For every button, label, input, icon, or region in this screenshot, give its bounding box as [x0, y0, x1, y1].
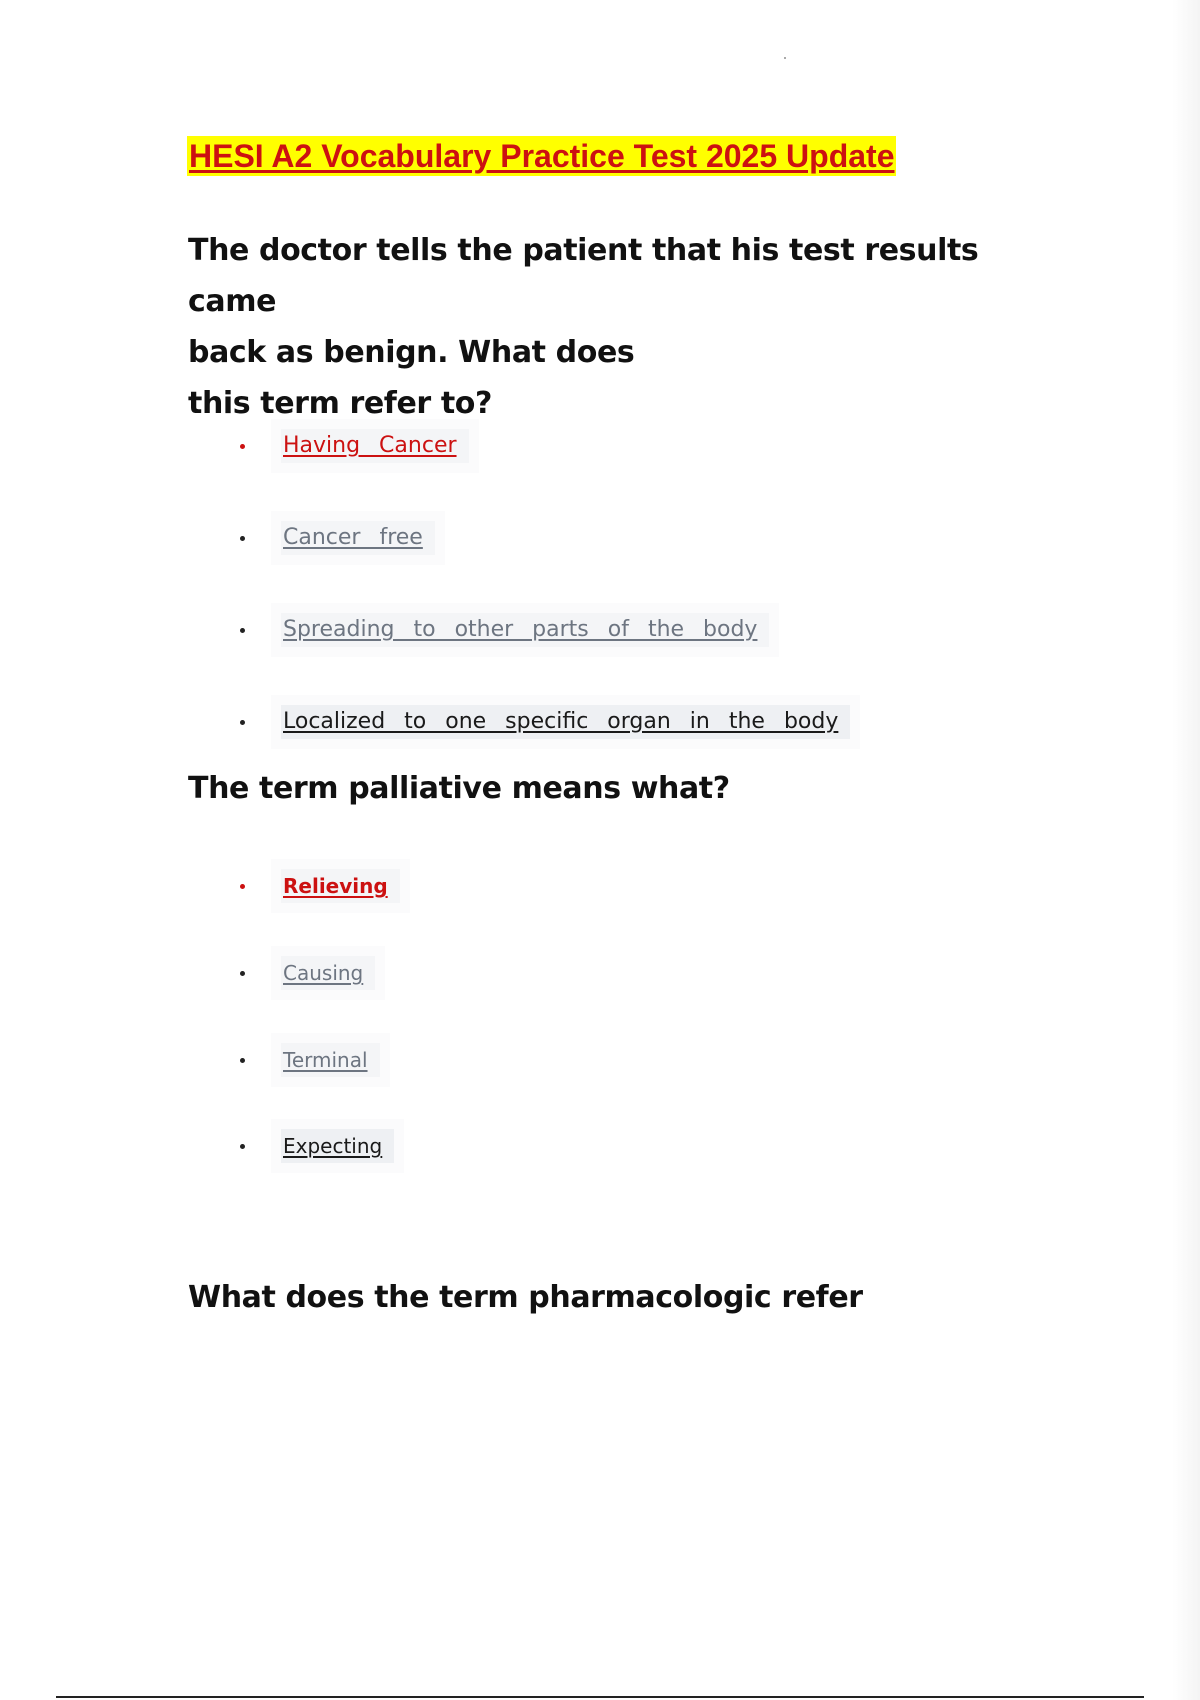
answer-option-label: Cancer free — [281, 521, 435, 555]
bullet-icon — [240, 1144, 245, 1149]
bullet-icon — [240, 536, 245, 541]
bullet-icon — [240, 444, 245, 449]
scan-speck — [784, 57, 786, 59]
bullet-icon — [240, 1058, 245, 1063]
page-bottom-rule — [56, 1696, 1144, 1698]
answer-option-label: Expecting — [281, 1129, 394, 1163]
question-1-line-2: back as benign. What does — [188, 335, 635, 370]
bullet-icon — [240, 884, 245, 889]
answer-option — [240, 426, 469, 466]
answer-option — [240, 610, 769, 650]
answer-option — [240, 953, 375, 993]
answer-option-label: Relieving — [281, 869, 400, 903]
question-1-text — [188, 225, 1038, 429]
page-edge-shade — [1172, 0, 1200, 1700]
question-3-text: What does the term pharmacologic refer — [188, 1280, 863, 1315]
bullet-icon — [240, 628, 245, 633]
question-2-text: The term palliative means what? — [188, 771, 730, 806]
answer-option — [240, 702, 850, 742]
answer-option-label: Terminal — [281, 1043, 380, 1077]
answer-option-label: Causing — [281, 956, 375, 990]
bullet-icon — [240, 971, 245, 976]
answer-option-label: Localized to one specific organ in the body — [281, 705, 850, 739]
answer-option-label: Having Cancer — [281, 429, 469, 463]
answer-option — [240, 866, 400, 906]
answer-option — [240, 1040, 380, 1080]
question-1-line-1: The doctor tells the patient that his test results came — [188, 233, 979, 319]
answer-option-label: Spreading to other parts of the body — [281, 613, 769, 647]
answer-option — [240, 1126, 394, 1166]
document-title: HESI A2 Vocabulary Practice Test 2025 Update — [189, 138, 895, 174]
bullet-icon — [240, 720, 245, 725]
question-1-line-3: this term refer to? — [188, 386, 493, 421]
answer-option — [240, 518, 435, 558]
